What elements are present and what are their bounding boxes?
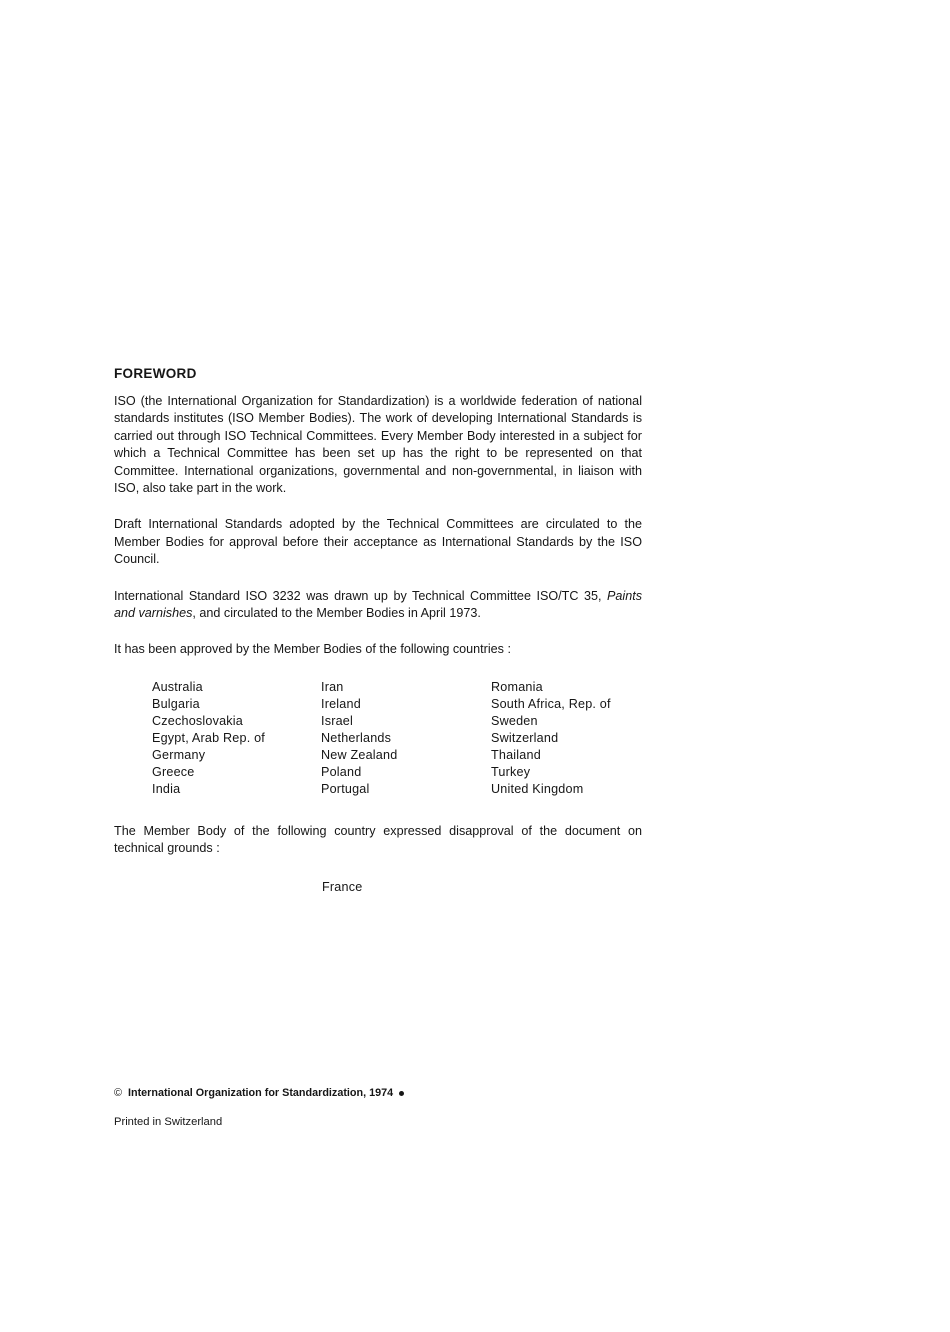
country-item: Portugal: [321, 782, 370, 797]
countries-column-1: [152, 679, 265, 799]
paragraph-draft-standards: Draft International Standards adopted by the Technical Committees are circulated to the Member Bodies for approval before their acceptance as International Standards by the ISO Council.: [114, 517, 642, 567]
country-item: Israel: [321, 714, 353, 729]
paragraph-iso-3232-committee-title: Paints and varnishes: [114, 588, 643, 621]
copyright-symbol: ©: [114, 1087, 122, 1099]
disapproving-country: France: [322, 879, 363, 894]
approving-countries-list: [114, 679, 642, 801]
copyright-text: International Organization for Standardization, 1974: [127, 1087, 394, 1099]
country-item: Sweden: [491, 714, 538, 729]
country-item: Romania: [491, 679, 543, 694]
country-item: Australia: [152, 679, 203, 694]
country-item: South Africa, Rep. of: [491, 696, 611, 711]
paragraph-disapproval: The Member Body of the following country expressed disapproval of the document on technical grounds :: [114, 823, 642, 856]
country-item: Germany: [152, 748, 206, 763]
country-item: Switzerland: [491, 731, 559, 746]
country-item: Iran: [321, 679, 344, 694]
country-item: Poland: [321, 765, 362, 780]
paragraph-approval: It has been approved by the Member Bodies of the following countries :: [114, 642, 511, 657]
country-item: Greece: [152, 765, 195, 780]
country-item: Egypt, Arab Rep. of: [152, 731, 266, 746]
paragraph-iso-3232-end: , and circulated to the Member Bodies in April 1973.: [192, 606, 481, 621]
paragraph-iso-3232-start: International Standard ISO 3232 was drawn up by Technical Committee ISO/TC 35,: [114, 588, 602, 603]
country-item: Bulgaria: [152, 696, 200, 711]
countries-column-3: [491, 679, 611, 799]
paragraph-iso-intro: ISO (the International Organization for Standardization) is a worldwide federation of national standards institutes (ISO Member Bodies). The work of developing International Standards is carried out through ISO Technical Committees. Every Member Body interested in a subject for which a Technical Committee has been set up has the right to be represented on that Committee. International organizations, governmental and non-governmental, in liaison with ISO, also take part in the work.: [114, 394, 642, 496]
foreword-heading: FOREWORD: [114, 366, 197, 381]
country-item: Ireland: [321, 696, 361, 711]
paragraph-iso-3232: [114, 588, 642, 623]
bullet-dot-icon: [399, 1091, 404, 1096]
country-item: New Zealand: [321, 748, 398, 763]
country-item: India: [152, 782, 181, 797]
country-item: Turkey: [491, 765, 531, 780]
printed-in-line: Printed in Switzerland: [114, 1116, 223, 1128]
country-item: Czechoslovakia: [152, 714, 243, 729]
country-item: Thailand: [491, 748, 541, 763]
country-item: Netherlands: [321, 731, 392, 746]
countries-column-2: [321, 679, 397, 799]
country-item: United Kingdom: [491, 782, 584, 797]
foreword-section: [114, 366, 642, 894]
copyright-line: [114, 1087, 404, 1099]
